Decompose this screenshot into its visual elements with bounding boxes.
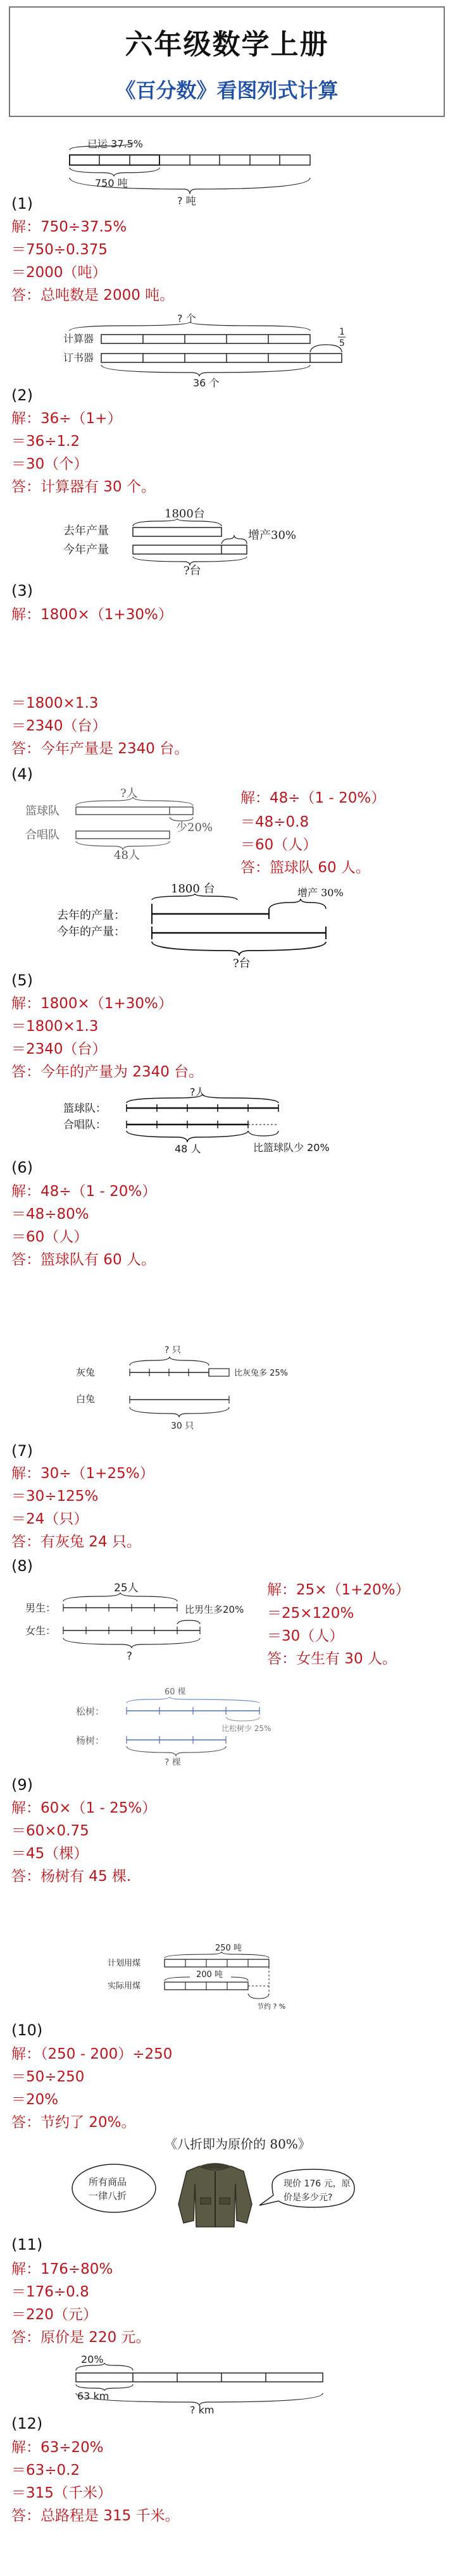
solution-line: 解：1800×（1+30%） bbox=[11, 607, 173, 623]
solution-line: ＝1800×1.3 bbox=[11, 1018, 99, 1035]
part-label: 750 吨 bbox=[95, 177, 128, 189]
increase-label: 增产30% bbox=[248, 529, 297, 542]
diagram-10 bbox=[108, 1942, 316, 2018]
row1-label: 去年产量 bbox=[63, 524, 109, 538]
problem-label: (5) bbox=[11, 971, 33, 989]
bottom-label: 48人 bbox=[114, 849, 140, 862]
top-label: ?人 bbox=[190, 1086, 206, 1098]
row2-label: 杨树： bbox=[76, 1735, 105, 1746]
diagram-12 bbox=[70, 2351, 335, 2415]
solution-line: ＝2340（台） bbox=[11, 718, 107, 734]
solution-line: 解：63÷20% bbox=[11, 2439, 104, 2456]
problem-label: (9) bbox=[11, 1776, 33, 1794]
percent-label: 20% bbox=[81, 2353, 104, 2365]
row1-label: 篮球队： bbox=[63, 1102, 106, 1115]
solution-line: ＝30（人） bbox=[267, 1628, 344, 1644]
diagram-9 bbox=[76, 1685, 329, 1768]
row1-label: 计划用煤 bbox=[108, 1959, 141, 1968]
page-subtitle: 《百分数》看图列式计算 bbox=[115, 78, 339, 102]
solution-line: ＝20% bbox=[11, 2092, 59, 2108]
more-label: 比灰兔多 25% bbox=[234, 1369, 289, 1378]
solution-line: ＝50÷250 bbox=[11, 2069, 85, 2085]
top-label: ? 个 bbox=[177, 312, 196, 324]
bottom-label: 36 个 bbox=[193, 377, 220, 389]
actual-label: 200 吨 bbox=[196, 1970, 223, 1980]
diagram-11 bbox=[70, 2135, 373, 2229]
solution-line: ＝1800×1.3 bbox=[11, 695, 99, 712]
row1-label: 男生： bbox=[25, 1602, 56, 1614]
solution-line: ＝30÷125% bbox=[11, 1488, 99, 1505]
diagram-6 bbox=[63, 1087, 354, 1156]
solution-line: 解：（250 - 200）÷250 bbox=[11, 2046, 173, 2062]
row2-label: 实际用煤 bbox=[108, 1981, 141, 1991]
problem-label: (10) bbox=[11, 2021, 43, 2039]
bottom-label: ?台 bbox=[233, 957, 251, 970]
diagram-1 bbox=[63, 136, 335, 206]
solution-line: ＝48÷0.8 bbox=[240, 814, 309, 830]
bottom-label: 48 人 bbox=[175, 1143, 201, 1155]
answer-line: 答：今年的产量为 2340 台。 bbox=[11, 1064, 204, 1080]
top-label: 25人 bbox=[114, 1582, 139, 1594]
solution-line: ＝750÷0.375 bbox=[11, 242, 108, 258]
diagram-8 bbox=[25, 1581, 266, 1663]
right-bubble-line1: 现价 176 元，原 bbox=[284, 2179, 351, 2189]
solution-line: ＝176÷0.8 bbox=[11, 2284, 89, 2300]
answer-line: 答：有灰兔 24 只。 bbox=[11, 1534, 141, 1550]
less-label: 少20% bbox=[176, 821, 213, 834]
top-label: ?人 bbox=[120, 787, 138, 800]
solution-line: ＝45（棵） bbox=[11, 1846, 89, 1862]
solution-line: ＝60（人） bbox=[240, 837, 318, 853]
diagram-7 bbox=[76, 1344, 342, 1433]
problem-label: (2) bbox=[11, 386, 33, 404]
problem-label: (12) bbox=[11, 2415, 43, 2432]
caption: 《八折即为原价的 80%》 bbox=[165, 2136, 311, 2152]
solution-line: ＝60×0.75 bbox=[11, 1823, 89, 1839]
bottom-label: 30 只 bbox=[171, 1421, 194, 1431]
total-label: ? km bbox=[190, 2404, 215, 2416]
answer-line: 答：总路程是 315 千米。 bbox=[11, 2508, 180, 2524]
frac-den: 5 bbox=[339, 338, 345, 348]
row1-label: 松树： bbox=[76, 1706, 105, 1717]
bottom-label: ? bbox=[127, 1650, 133, 1663]
more-label: 比男生多20% bbox=[185, 1604, 244, 1615]
answer-line: 答：节约了 20%。 bbox=[11, 2114, 136, 2131]
solution-line: 解：48÷（1 - 20%） bbox=[11, 1183, 157, 1200]
row1-label: 去年的产量： bbox=[57, 909, 125, 922]
solution-line: ＝315（千米） bbox=[11, 2485, 112, 2501]
top-label: 1800台 bbox=[165, 507, 205, 521]
solution-line: ＝63÷0.2 bbox=[11, 2462, 80, 2479]
problem-label: (7) bbox=[11, 1442, 33, 1460]
left-bubble-line2: 一律八折 bbox=[89, 2190, 127, 2202]
less-label: 比松树少 25% bbox=[221, 1724, 271, 1733]
solution-line: 解：25×（1+20%） bbox=[267, 1582, 410, 1598]
solution-line: 解：30÷（1+25%） bbox=[11, 1465, 154, 1482]
top-label: ? 只 bbox=[165, 1345, 181, 1355]
bottom-label: ? 棵 bbox=[165, 1758, 181, 1768]
row1-label: 计算器 bbox=[63, 333, 94, 345]
row2-label: 合唱队： bbox=[63, 1119, 106, 1131]
answer-line: 答：杨树有 45 棵. bbox=[11, 1868, 132, 1885]
jacket-icon bbox=[178, 2163, 252, 2227]
part-label: 63 km bbox=[77, 2390, 109, 2402]
right-bubble-line2: 价是多少元? bbox=[284, 2193, 333, 2203]
increase-label: 增产 30% bbox=[297, 887, 344, 899]
solution-line: 解：36÷（1+） bbox=[11, 410, 122, 427]
answer-line: 答：女生有 30 人。 bbox=[267, 1651, 397, 1667]
solution-line: ＝25×120% bbox=[267, 1605, 354, 1622]
solution-line: ＝60（人） bbox=[11, 1229, 89, 1245]
top-label: 250 吨 bbox=[215, 1944, 242, 1953]
solution-line: ＝2340（台） bbox=[11, 1041, 107, 1057]
row2-label: 白兔 bbox=[76, 1393, 96, 1405]
solution-line: 解：1800×（1+30%） bbox=[11, 995, 173, 1012]
saved-label: 节约 ? % bbox=[257, 2002, 286, 2011]
solution-line: 解：750÷37.5% bbox=[11, 219, 127, 235]
answer-line: 答：计算器有 30 个。 bbox=[11, 479, 156, 495]
diagram-2 bbox=[63, 313, 367, 389]
problem-label: (8) bbox=[11, 1557, 33, 1575]
row2-label: 今年产量 bbox=[63, 543, 109, 557]
solution-line: ＝2000（吨） bbox=[11, 264, 107, 281]
problem-label: (1) bbox=[11, 195, 33, 213]
answer-line: 答：篮球队 60 人。 bbox=[240, 860, 370, 876]
problem-label: (3) bbox=[11, 582, 33, 600]
answer-line: 答：今年产量是 2340 台。 bbox=[11, 741, 189, 757]
row1-label: 灰兔 bbox=[76, 1367, 96, 1378]
page-title: 六年级数学上册 bbox=[125, 28, 329, 61]
bottom-label: ?台 bbox=[184, 564, 201, 577]
problem-label: (6) bbox=[11, 1159, 33, 1176]
solution-line: ＝48÷80% bbox=[11, 1206, 89, 1223]
row2-label: 今年的产量： bbox=[57, 925, 125, 939]
solution-line: ＝36÷1.2 bbox=[11, 433, 80, 450]
frac-num: 1 bbox=[339, 327, 345, 337]
answer-line: 答：总吨数是 2000 吨。 bbox=[11, 287, 175, 304]
left-bubble-line1: 所有商品 bbox=[89, 2176, 127, 2188]
total-label: ? 吨 bbox=[177, 195, 196, 207]
less-label: 比篮球队少 20% bbox=[253, 1142, 330, 1154]
problem-label: (11) bbox=[11, 2236, 43, 2253]
answer-line: 答：原价是 220 元。 bbox=[11, 2329, 151, 2346]
solution-line: 解：60×（1 - 25%） bbox=[11, 1800, 157, 1816]
diagram-3 bbox=[63, 506, 329, 576]
row2-label: 合唱队 bbox=[25, 829, 59, 842]
diagram-4 bbox=[25, 784, 240, 862]
solution-line: 解：176÷80% bbox=[11, 2261, 113, 2277]
solution-line: ＝220（元） bbox=[11, 2307, 97, 2323]
header-box bbox=[9, 6, 445, 117]
diagram-5 bbox=[57, 882, 354, 971]
top-label: 1800 台 bbox=[171, 882, 215, 896]
row2-label: 女生： bbox=[25, 1625, 56, 1637]
solution-line: ＝24（只） bbox=[11, 1511, 89, 1527]
answer-line: 答：篮球队有 60 人。 bbox=[11, 1252, 156, 1268]
solution-line: 解：48÷（1 - 20%） bbox=[240, 790, 386, 806]
top-label: 60 棵 bbox=[165, 1687, 186, 1697]
solution-line: ＝30（个） bbox=[11, 456, 89, 472]
row1-label: 篮球队 bbox=[25, 804, 59, 818]
used-label: 已运 37.5% bbox=[87, 138, 143, 150]
problem-label: (4) bbox=[11, 765, 33, 783]
row2-label: 订书器 bbox=[63, 352, 94, 364]
